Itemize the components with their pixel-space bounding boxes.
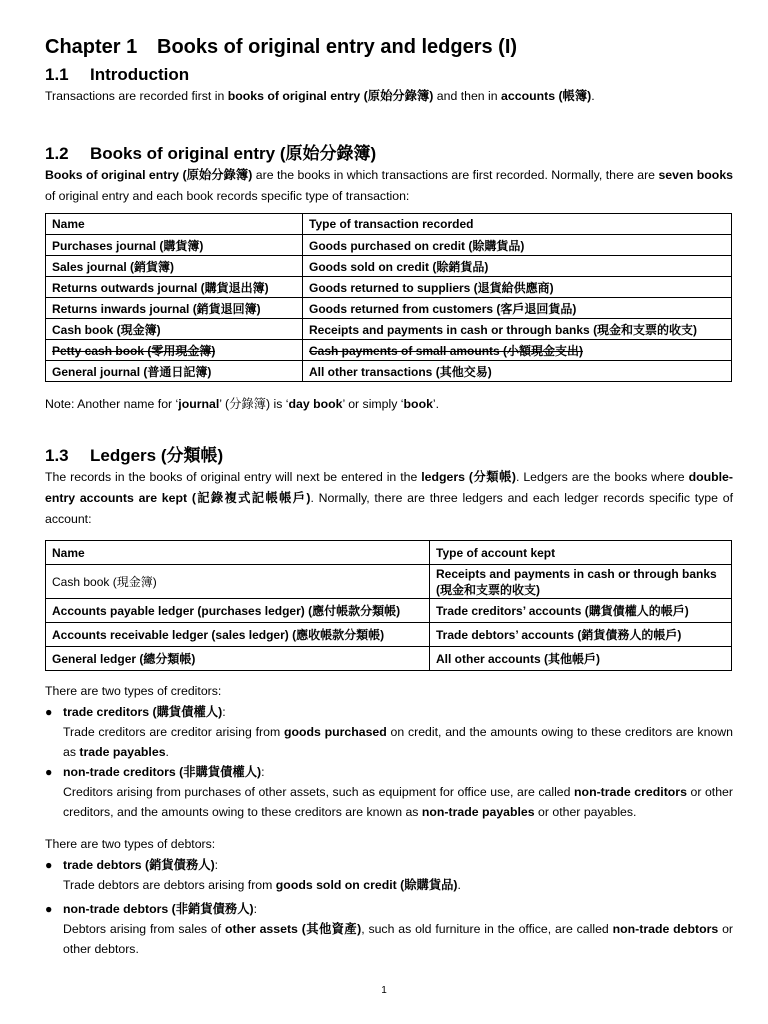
table-row — [46, 235, 732, 256]
bold-term: other assets (其他資產) — [225, 922, 362, 936]
ledgers-table — [45, 540, 732, 671]
bold-term: non-trade debtors (非銷貨債務人) — [63, 902, 254, 916]
cell: Cash book (現金簿) — [52, 322, 161, 337]
section-title: Books of original entry (原始分錄簿) — [90, 144, 377, 163]
text: or other debtors. — [63, 922, 734, 956]
journal-note — [45, 394, 733, 415]
list-item — [45, 762, 733, 822]
cell: Trade creditors’ accounts (購貨債權人的帳戶) — [436, 604, 689, 618]
header-cell: Type of transaction recorded — [303, 214, 732, 235]
text: : — [214, 858, 219, 872]
chapter-title-text: Books of original entry and ledgers (I) — [157, 36, 518, 58]
section-1-2-heading — [45, 143, 733, 165]
cell: Accounts payable ledger (purchases ledger) (應付帳款分類帳) — [52, 604, 401, 618]
text: : — [253, 902, 258, 916]
section-number: 1.3 — [45, 446, 69, 465]
cell: Receipts and payments in cash or through banks (現金和支票的收支) — [436, 566, 717, 597]
list-item — [45, 899, 733, 959]
text: on credit, and the amounts owing to these creditors are known as — [63, 725, 733, 759]
bold-term: double-entry accounts are kept (記錄複式記帳帳戶) — [45, 470, 733, 505]
text: and then in — [433, 89, 502, 103]
bold-term: accounts (帳簿) — [501, 89, 592, 103]
text: ’ or simply ‘ — [342, 397, 404, 411]
bold-term: goods purchased — [283, 725, 387, 739]
section-number: 1.1 — [45, 65, 69, 84]
cell: Returns inwards journal (銷貨退回簿) — [52, 301, 261, 316]
table-row — [46, 565, 732, 599]
text: . — [591, 89, 595, 103]
section-1-3-heading — [45, 445, 733, 467]
bullet-icon: ● — [45, 902, 53, 916]
table-row — [46, 277, 732, 298]
text: Trade debtors are debtors arising from — [63, 878, 276, 892]
bold-term: trade payables — [79, 745, 166, 759]
cell: General journal (普通日記簿) — [52, 364, 212, 379]
books-paragraph — [45, 165, 733, 207]
text: Trade creditors are creditor arising from — [63, 725, 284, 739]
list-item — [45, 702, 733, 762]
cell: Sales journal (銷貨簿) — [52, 259, 175, 274]
chapter-title — [45, 34, 733, 60]
item-description — [63, 782, 733, 822]
bold-term: trade debtors (銷貨債務人) — [63, 858, 215, 872]
table-row — [46, 256, 732, 277]
cell: Receipts and payments in cash or through banks (現金和支票的收支) — [309, 322, 698, 337]
chapter-number: Chapter 1 — [45, 36, 138, 58]
ledgers-paragraph — [45, 467, 733, 530]
page-number: 1 — [381, 985, 387, 996]
table-header-row — [46, 541, 732, 565]
text: ’ (分錄簿) is ‘ — [219, 397, 289, 411]
text: : — [222, 705, 226, 719]
books-table — [45, 213, 732, 382]
item-description — [63, 875, 733, 895]
creditors-list — [45, 702, 733, 822]
text: . — [165, 745, 169, 759]
table-row-struck — [46, 340, 732, 361]
bold-term: books of original entry (原始分錄簿) — [227, 89, 434, 103]
text: The records in the books of original entry will next be entered in the — [45, 470, 422, 484]
cell: Trade debtors’ accounts (銷貨債務人的帳戶) — [436, 628, 682, 642]
table-row — [46, 361, 732, 382]
text: , such as old furniture in the office, are called — [361, 922, 613, 936]
table-row — [46, 599, 732, 623]
text: Creditors arising from purchases of other assets, such as equipment for office use, are called — [63, 785, 575, 799]
cell-struck: Petty cash book (零用現金簿) — [52, 343, 216, 358]
table-header-row — [46, 214, 732, 235]
cell: Goods returned from customers (客戶退回貨品) — [309, 301, 577, 316]
bold-term: seven books — [658, 168, 733, 182]
bold-term: non-trade creditors (非購貨債權人) — [63, 765, 262, 779]
table-row — [46, 319, 732, 340]
table-row — [46, 298, 732, 319]
bullet-icon: ● — [45, 705, 53, 719]
cell: Goods purchased on credit (賒購貨品) — [309, 238, 525, 253]
header-cell: Name — [46, 541, 430, 565]
item-description — [63, 722, 733, 762]
text: or other creditors, and the amounts owing to these creditors are known as — [63, 785, 733, 819]
debtors-list — [45, 855, 733, 959]
creditors-intro: There are two types of creditors: — [45, 684, 222, 698]
header-cell: Name — [46, 214, 303, 235]
intro-paragraph — [45, 86, 733, 107]
bullet-icon: ● — [45, 858, 53, 872]
text: or other payables. — [534, 805, 637, 819]
debtors-intro: There are two types of debtors: — [45, 837, 216, 851]
text: Debtors arising from sales of — [63, 922, 226, 936]
bold-term: book — [403, 397, 433, 411]
bold-term: trade creditors (購貨債權人) — [63, 705, 223, 719]
cell: General ledger (總分類帳) — [52, 652, 196, 666]
text: are the books in which transactions are first recorded. Normally, there are — [252, 168, 659, 182]
text: ’. — [432, 397, 440, 411]
bold-term: non-trade payables — [421, 805, 535, 819]
bullet-icon: ● — [45, 765, 53, 779]
bold-term: journal — [178, 397, 220, 411]
table-row — [46, 623, 732, 647]
text: Note: Another name for ‘ — [45, 397, 179, 411]
cell: Accounts receivable ledger (sales ledger) (應收帳款分類帳) — [52, 628, 385, 642]
text: Transactions are recorded first in — [45, 89, 228, 103]
header-cell: Type of account kept — [430, 541, 732, 565]
cell-struck: Cash payments of small amounts (小額現金支出) — [309, 343, 584, 358]
bold-term: non-trade creditors — [574, 785, 687, 799]
cell: Goods sold on credit (賒銷貨品) — [309, 259, 489, 274]
bold-term: ledgers (分類帳) — [421, 470, 516, 484]
text: of original entry and each book records specific type of transaction: — [45, 189, 410, 203]
text: . Ledgers are the books where — [516, 470, 689, 484]
bold-term: Books of original entry (原始分錄簿) — [45, 168, 253, 182]
table-row — [46, 647, 732, 671]
document-page — [45, 34, 733, 959]
cell: All other accounts (其他帳戶) — [436, 652, 601, 666]
cell: Cash book (現金簿) — [52, 575, 157, 589]
section-title: Introduction — [90, 65, 190, 84]
cell: All other transactions (其他交易) — [309, 364, 492, 379]
cell: Goods returned to suppliers (退貨給供應商) — [309, 280, 554, 295]
section-1-1-heading — [45, 64, 733, 86]
text: . Normally, there are three ledgers and each ledger records specific type of account: — [45, 491, 733, 526]
list-item — [45, 855, 733, 895]
bold-term: day book — [288, 397, 343, 411]
bold-term: non-trade debtors — [612, 922, 719, 936]
cell: Returns outwards journal (購貨退出簿) — [52, 280, 269, 295]
section-number: 1.2 — [45, 144, 69, 163]
bold-term: goods sold on credit (賒購貨品) — [275, 878, 458, 892]
text: . — [457, 878, 461, 892]
text: : — [261, 765, 265, 779]
section-title: Ledgers (分類帳) — [90, 446, 224, 465]
item-description — [63, 919, 733, 959]
cell: Purchases journal (購貨簿) — [52, 238, 204, 253]
